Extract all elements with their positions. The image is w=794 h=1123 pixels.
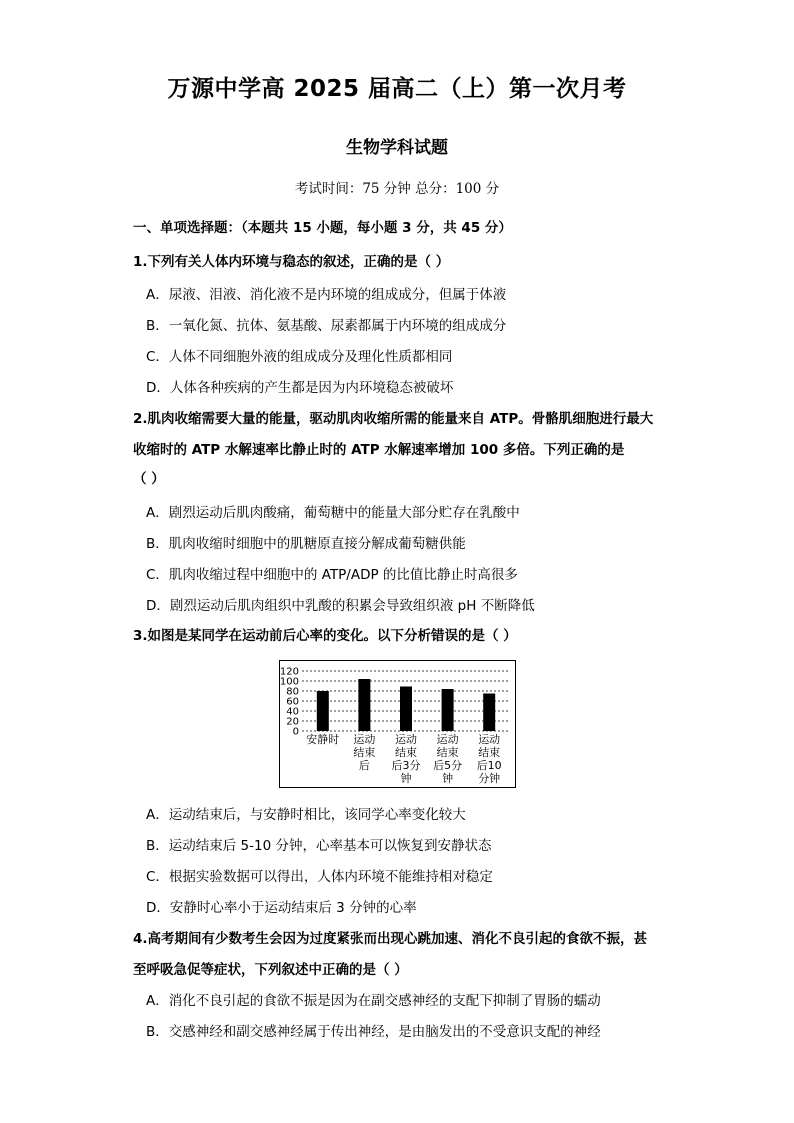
chart-y-tick-label: 120 (280, 666, 299, 678)
exam-title: 万源中学高 2025 届高二（上）第一次月考 (167, 76, 627, 102)
chart-y-tick-label: 20 (286, 716, 299, 728)
question-1-option-b: B．一氧化氮、抗体、氨基酸、尿素都属于内环境的组成成分 (146, 318, 507, 334)
question-1-option-d: D．人体各种疾病的产生都是因为内环境稳态被破坏 (146, 380, 454, 396)
question-1-stem: 1.下列有关人体内环境与稳态的叙述，正确的是（ ） (133, 254, 450, 270)
question-3-stem: 3.如图是某同学在运动前后心率的变化。以下分析错误的是（ ） (133, 628, 517, 644)
question-3-option-d: D．安静时心率小于运动结束后 3 分钟的心率 (146, 900, 417, 916)
chart-y-tick-label: 60 (286, 696, 299, 708)
question-1-option-a: A．尿液、泪液、消化液不是内环境的组成成分，但属于体液 (146, 287, 507, 303)
chart-bar (317, 691, 329, 731)
chart-y-tick-label: 40 (286, 706, 299, 718)
heart-rate-chart-svg (280, 661, 515, 787)
chart-category-label: 结束 (478, 746, 501, 759)
question-2-stem-line-1: 2.肌肉收缩需要大量的能量，驱动肌肉收缩所需的能量来自 ATP。骨骼肌细胞进行最大 (133, 411, 654, 427)
question-4-stem-line-1: 4.高考期间有少数考生会因为过度紧张而出现心跳加速、消化不良引起的食欲不振，甚 (133, 931, 648, 947)
question-3-option-a: A．运动结束后，与安静时相比，该同学心率变化较大 (146, 807, 466, 823)
question-2-option-d: D．剧烈运动后肌肉组织中乳酸的积累会导致组织液 pH 不断降低 (146, 598, 535, 614)
chart-category-label: 后5分 (433, 759, 463, 772)
chart-category-label: 钟 (442, 772, 454, 785)
chart-category-label: 结束 (436, 746, 459, 759)
chart-category-label: 分钟 (478, 772, 501, 785)
chart-y-tick-label: 0 (292, 726, 299, 738)
chart-category-label: 后3分 (391, 759, 421, 772)
chart-category-label: 运动 (478, 733, 501, 746)
question-2-option-c: C．肌肉收缩过程中细胞中的 ATP/ADP 的比值比静止时高很多 (146, 567, 518, 583)
chart-y-tick-label: 80 (286, 686, 299, 698)
chart-bar (442, 689, 454, 731)
question-2-option-a: A．剧烈运动后肌肉酸痛，葡萄糖中的能量大部分贮存在乳酸中 (146, 505, 520, 521)
question-4-stem-line-2: 至呼吸急促等症状，下列叙述中正确的是（ ） (133, 962, 408, 978)
chart-category-label: 安静时 (306, 733, 340, 746)
chart-category-label: 结束 (353, 746, 376, 759)
question-3-option-b: B．运动结束后 5-10 分钟，心率基本可以恢复到安静状态 (146, 838, 492, 854)
exam-meta: 考试时间：75 分钟 总分：100 分 (294, 181, 500, 197)
question-4-option-b: B．交感神经和副交感神经属于传出神经，是由脑发出的不受意识支配的神经 (146, 1024, 601, 1040)
question-1-option-c: C．人体不同细胞外液的组成成分及理化性质都相同 (146, 349, 453, 365)
chart-category-label: 运动 (353, 733, 376, 746)
chart-category-label: 运动 (436, 733, 459, 746)
chart-bar (400, 687, 412, 732)
chart-category-label: 后 (358, 759, 370, 772)
chart-bar (483, 694, 495, 732)
question-4-option-a: A．消化不良引起的食欲不振是因为在副交感神经的支配下抑制了胃肠的蠕动 (146, 993, 601, 1009)
question-3-option-c: C．根据实验数据可以得出，人体内环境不能维持相对稳定 (146, 869, 493, 885)
question-2-option-b: B．肌肉收缩时细胞中的肌糖原直接分解成葡萄糖供能 (146, 536, 466, 552)
chart-y-tick-label: 100 (280, 676, 299, 688)
chart-category-label: 结束 (395, 746, 417, 759)
heart-rate-chart (279, 660, 516, 788)
section-heading: 一、单项选择题：（本题共 15 小题，每小题 3 分，共 45 分） (133, 220, 512, 236)
exam-subtitle: 生物学科试题 (346, 138, 448, 158)
question-2-stem-line-3: （ ） (133, 471, 165, 487)
chart-category-label: 钟 (400, 772, 412, 785)
chart-category-label: 运动 (395, 733, 417, 746)
question-2-stem-line-2: 收缩时的 ATP 水解速率比静止时的 ATP 水解速率增加 100 多倍。下列正确的是 (133, 442, 625, 458)
chart-category-label: 后10 (476, 759, 502, 772)
chart-bar (358, 679, 370, 731)
